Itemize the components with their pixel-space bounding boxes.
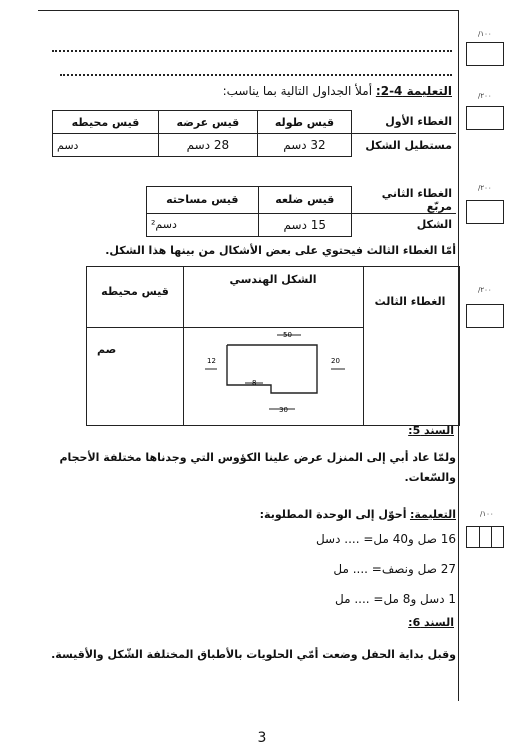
table-row-label: مستطيل الشكل — [352, 134, 457, 157]
score-box[interactable] — [466, 526, 504, 548]
table-header: قيس محيطه — [53, 111, 159, 134]
answer-cell[interactable]: دسم — [53, 134, 159, 157]
table-row-label: الشكل — [352, 213, 457, 236]
margin-score-label: /٢٠٠ — [478, 286, 492, 294]
task-5-heading — [46, 508, 456, 521]
answer-line[interactable] — [52, 50, 452, 52]
score-box[interactable] — [466, 200, 504, 224]
table-header: قيس محيطه — [101, 285, 169, 298]
conversion-item[interactable]: 16 صل و40 مل= .... دسل — [315, 532, 456, 546]
figure-label-inner: 8 — [252, 379, 257, 387]
table-cell: 28 دسم — [158, 134, 257, 157]
conversion-item[interactable]: 1 دسل و8 مل= .... مل — [335, 592, 456, 606]
score-box[interactable] — [466, 304, 504, 328]
margin-score-label: /١٠٠ — [478, 30, 492, 38]
support-6-label: السند 6: — [408, 616, 454, 629]
score-box[interactable] — [466, 42, 504, 66]
table-cell: 32 دسم — [257, 134, 351, 157]
table-header: الشكل الهندسي — [229, 273, 317, 286]
task-label: التعليمة 4-2: — [375, 84, 452, 98]
page-number: 3 — [257, 730, 267, 746]
support-6-text: وقبل بداية الحفل وضعت أمّي الحلويات بالأطباق المختلفة الشّكل والأقيسة. — [51, 648, 456, 661]
table-second-cover — [146, 186, 456, 237]
margin-score-label: /١٠٠ — [480, 510, 494, 518]
table-header: قيس ضلعه — [258, 187, 351, 214]
table-header: قيس عرضه — [158, 111, 257, 134]
table-row-label: الغطاء الثالث — [374, 295, 446, 308]
task-4-2-heading — [52, 84, 452, 98]
figure-label-top: 50 — [283, 331, 292, 339]
task-text: أملأ الجداول التالية بما يناسب: — [222, 84, 373, 98]
figure-label-left: 12 — [207, 357, 216, 365]
support-5-label: السند 5: — [408, 424, 454, 437]
table-header: قيس مساحته — [147, 187, 259, 214]
conversion-item[interactable]: 27 صل ونصف= .... مل — [333, 562, 456, 576]
task-text: أحوّل إلى الوحدة المطلوبة: — [259, 508, 407, 521]
table-header: قيس طوله — [257, 111, 351, 134]
support-5-text: ولمّا عاد أبي إلى المنزل عرض علينا الكؤوس التي وجدناها مختلفة الأحجام والسّعات. — [59, 451, 456, 484]
margin-score-label: /٢٠٠ — [478, 92, 492, 100]
task-label: التعليمة: — [409, 508, 456, 521]
answer-line[interactable] — [60, 74, 452, 76]
answer-cell[interactable]: دسم² — [147, 213, 259, 236]
third-cover-note: أمّا الغطاء الثالث فيحتوي على بعض الأشكال من بينها هذا الشكل. — [105, 244, 456, 257]
table-cell: 15 دسم — [258, 213, 351, 236]
table-header: الغطاء الأول — [352, 111, 457, 134]
table-first-cover — [52, 110, 456, 157]
composite-rectangle-figure — [197, 327, 357, 425]
margin-score-label: /٢٠٠ — [478, 184, 492, 192]
table-header: الغطاء الثاني مربّع — [352, 187, 457, 214]
table-third-cover — [86, 266, 460, 426]
answer-cell[interactable]: صم — [97, 343, 117, 356]
figure-label-bottom: 30 — [279, 406, 288, 414]
score-box[interactable] — [466, 106, 504, 130]
figure-label-right: 20 — [331, 357, 340, 365]
